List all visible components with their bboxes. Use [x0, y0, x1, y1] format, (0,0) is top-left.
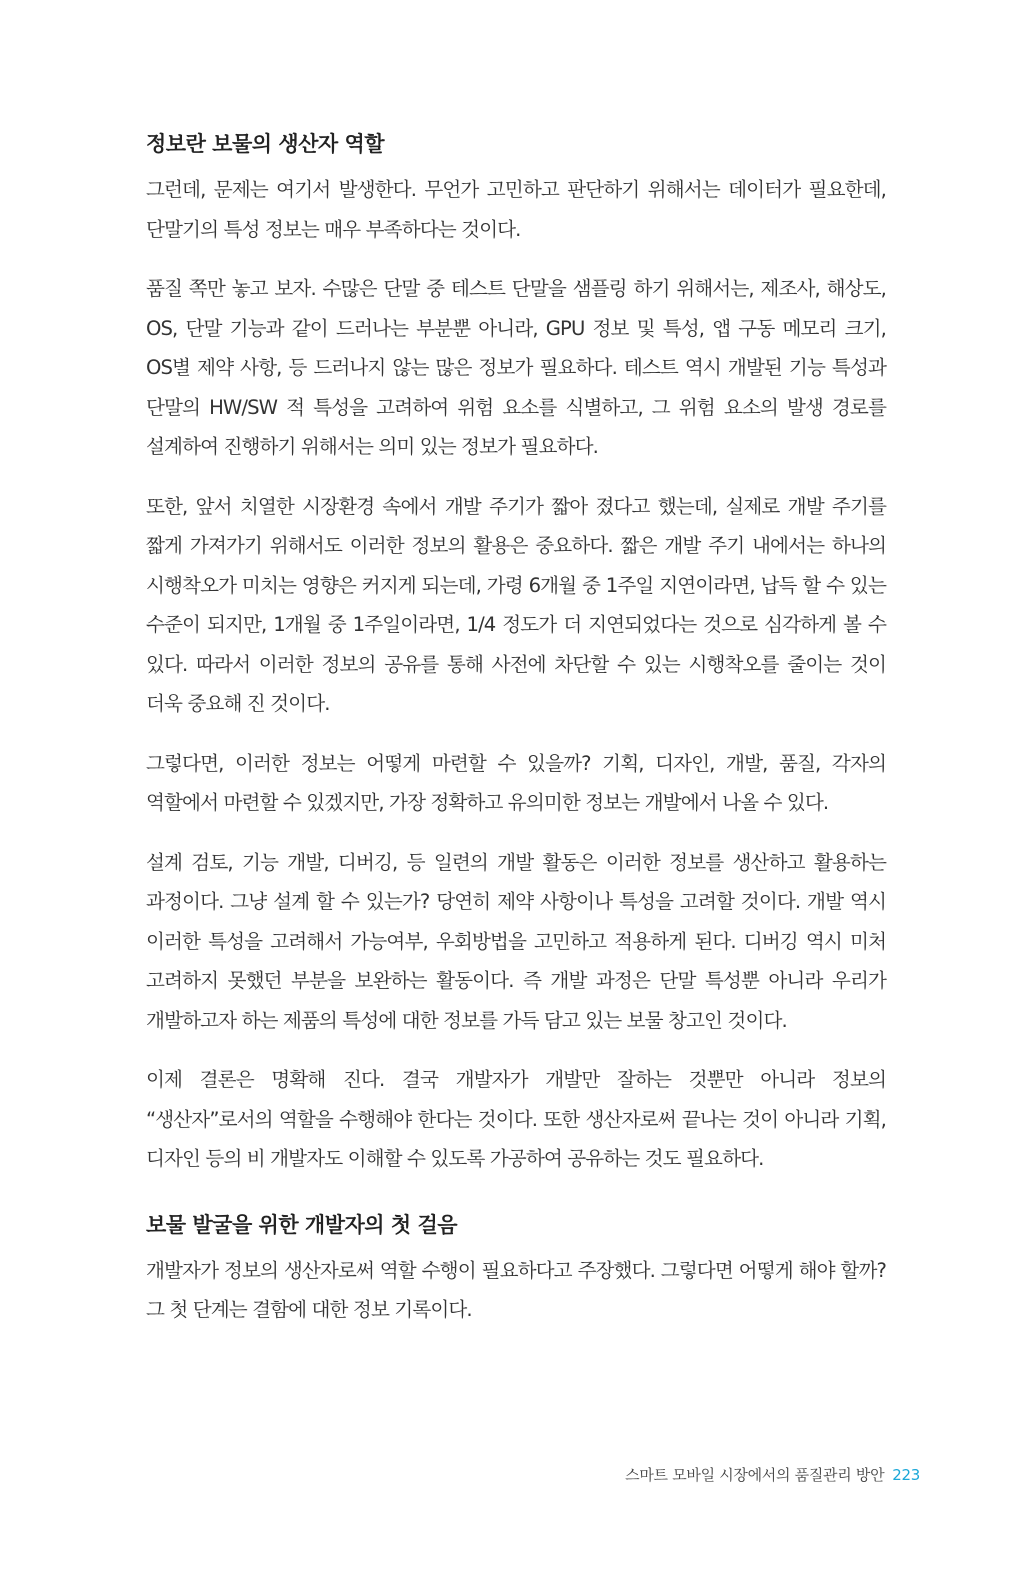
paragraph: 그런데, 문제는 여기서 발생한다. 무언가 고민하고 판단하기 위해서는 데이터가 필요한데, 단말기의 특성 정보는 매우 부족하다는 것이다.	[146, 178, 886, 241]
paragraph: 그렇다면, 이러한 정보는 어떻게 마련할 수 있을까? 기획, 디자인, 개발, 품질, 각자의 역할에서 마련할 수 있겠지만, 가장 정확하고 유의미한 정보는 개발에서 나올 수 있다.	[146, 751, 886, 814]
page-footer	[146, 1463, 920, 1487]
section-heading: 보물 발굴을 위한 개발자의 첫 걸음	[146, 1212, 458, 1237]
paragraph: 개발자가 정보의 생산자로써 역할 수행이 필요하다고 주장했다. 그렇다면 어떻게 해야 할까? 그 첫 단계는 결함에 대한 정보 기록이다.	[146, 1258, 886, 1321]
page-content	[146, 118, 886, 1350]
section-heading: 정보란 보물의 생산자 역할	[146, 132, 385, 156]
paragraph: 이제 결론은 명확해 진다. 결국 개발자가 개발만 잘하는 것뿐만 아니라 정보의 “생산자”로서의 역할을 수행해야 한다는 것이다. 또한 생산자로써 끝나는 것이 아니라 기획, 디자인 등의 비 개발자도 이해할 수 있도록 가공하여 공유하는 것도 필요하다.	[146, 1068, 886, 1170]
page-number: 223	[892, 1466, 920, 1484]
section-information-producer	[146, 118, 886, 1179]
paragraph: 설계 검토, 기능 개발, 디버깅, 등 일련의 개발 활동은 이러한 정보를 생산하고 활용하는 과정이다. 그냥 설계 할 수 있는가? 당연히 제약 사항이나 특성을 고려할 것이다. 개발 역시 이러한 특성을 고려해서 가능여부, 우회방법을 고민하고 적용하게 된다. 디버깅 역시 미처 고려하지 못했던 부분을 보완하는 활동이다. 즉 개발 과정은 단말 특성뿐 아니라 우리가 개발하고자 하는 제품의 특성에 대한 정보를 가득 담고 있는 보물 창고인 것이다.	[146, 850, 886, 1032]
book-title: 스마트 모바일 시장에서의 품질관리 방안	[625, 1466, 885, 1484]
paragraph: 또한, 앞서 치열한 시장환경 속에서 개발 주기가 짧아 졌다고 했는데, 실제로 개발 주기를 짧게 가져가기 위해서도 이러한 정보의 활용은 중요하다. 짧은 개발 주기 내에서는 하나의 시행착오가 미치는 영향은 커지게 되는데, 가령 6개월 중 1주일 지연이라면, 납득 할 수 있는 수준이 되지만, 1개월 중 1주일이라면, 1/4 정도가 더 지연되었다는 것으로 심각하게 볼 수 있다. 따라서 이러한 정보의 공유를 통해 사전에 차단할 수 있는 시행착오를 줄이는 것이 더욱 중요해 진 것이다.	[146, 494, 886, 715]
paragraph: 품질 쪽만 놓고 보자. 수많은 단말 중 테스트 단말을 샘플링 하기 위해서는, 제조사, 해상도, OS, 단말 기능과 같이 드러나는 부분뿐 아니라, GPU 정보 및 특성, 앱 구동 메모리 크기, OS별 제약 사항, 등 드러나지 않는 많은 정보가 필요하다. 테스트 역시 개발된 기능 특성과 단말의 HW/SW 적 특성을 고려하여 위험 요소를 식별하고, 그 위험 요소의 발생 경로를 설계하여 진행하기 위해서는 의미 있는 정보가 필요하다.	[146, 277, 886, 458]
section-developer-first-step	[146, 1199, 886, 1330]
